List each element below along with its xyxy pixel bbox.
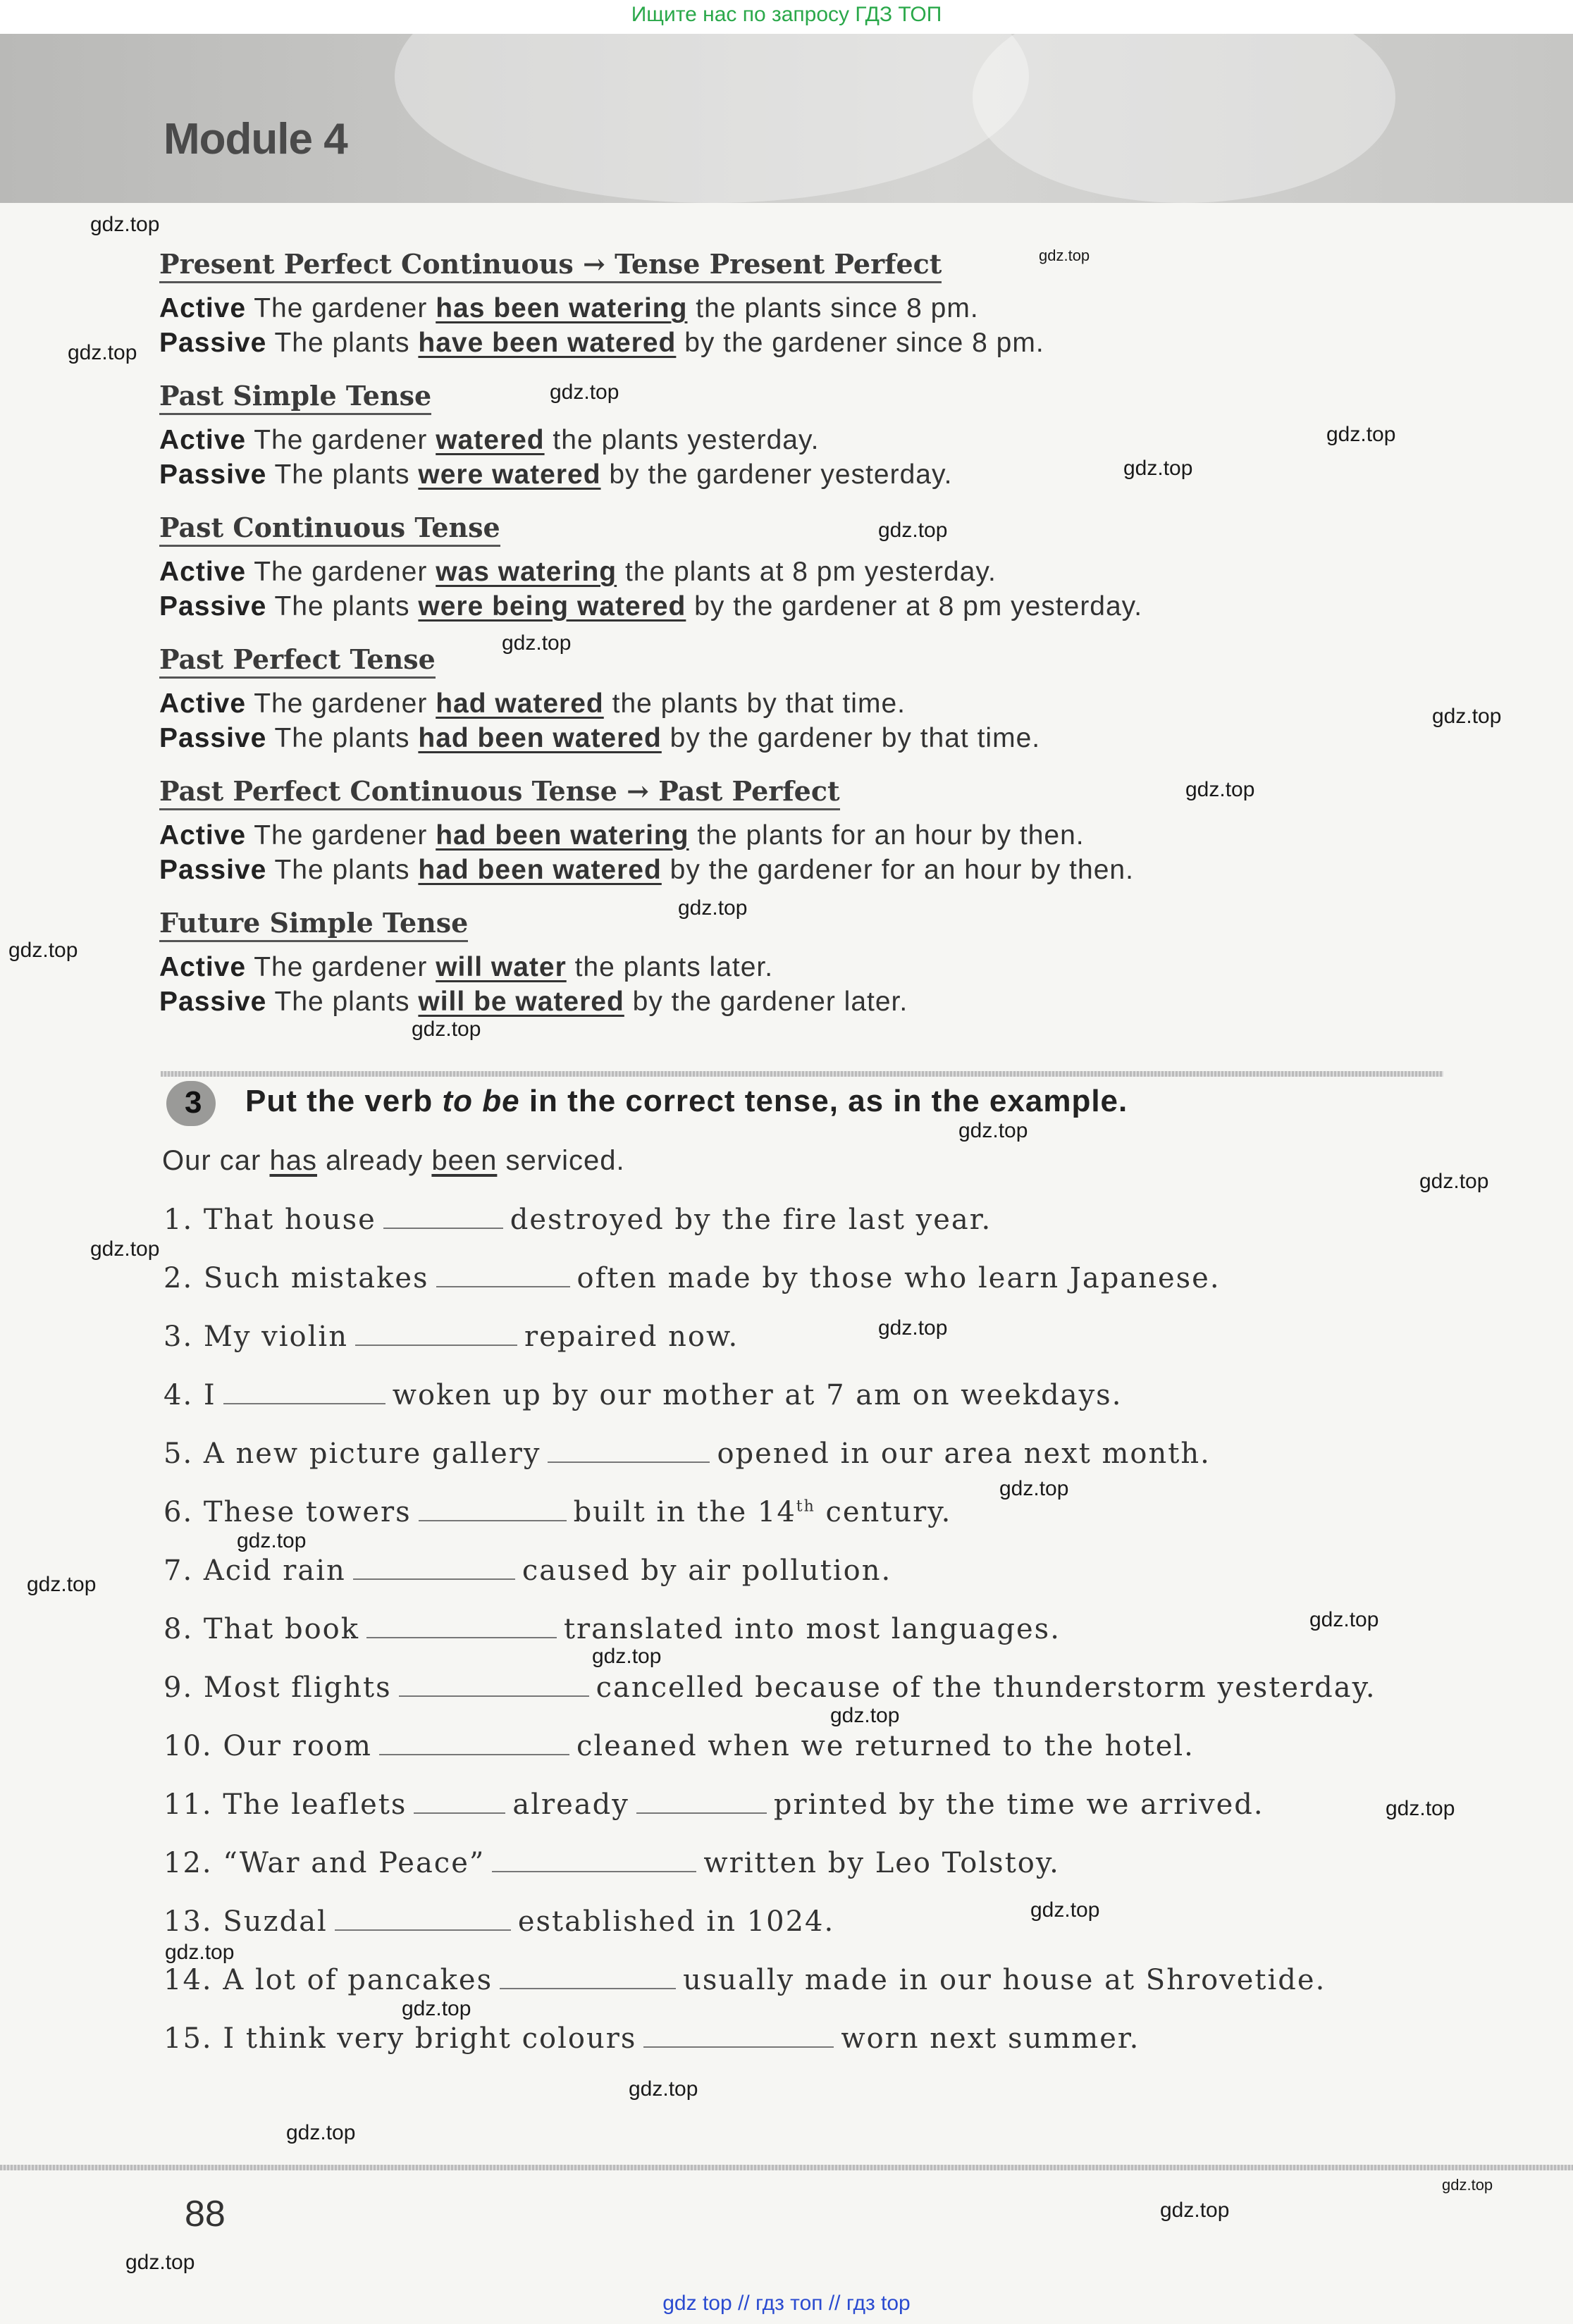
exercise-item: 13. Suzdal established in 1024. [164,1905,835,1938]
answer-blank[interactable] [335,1908,511,1931]
exercise-item: 11. The leaflets already printed by the time we arrived. [164,1788,1264,1821]
answer-blank[interactable] [399,1674,589,1697]
task-number-badge: 3 [166,1081,216,1126]
top-banner-link[interactable]: Ищите нас по запросу ГДЗ ТОП [631,3,942,26]
section-heading: Future Simple Tense [159,907,468,942]
passive-example: Passive The plants had been watered by the gardener for an hour by then. [159,855,1134,885]
section-heading: Past Continuous Tense [159,512,500,547]
watermark: gdz.top [8,939,78,962]
footer-divider [0,2165,1573,2170]
task-divider [161,1071,1443,1077]
watermark: gdz.top [1185,778,1255,801]
watermark: gdz.top [999,1477,1069,1500]
watermark: gdz.top [1309,1608,1379,1631]
exercise-item: 15. I think very bright colours worn next summer. [164,2022,1140,2055]
active-example: Active The gardener had been watering the plants for an hour by then. [159,820,1085,851]
watermark: gdz.top [592,1645,662,1668]
watermark: gdz.top [1326,423,1396,446]
watermark: gdz.top [550,381,619,404]
passive-example: Passive The plants had been watered by the gardener by that time. [159,723,1041,753]
active-example: Active The gardener was watering the plants at 8 pm yesterday. [159,557,997,587]
watermark: gdz.top [1386,1797,1455,1820]
exercise-item: 14. A lot of pancakes usually made in our house at Shrovetide. [164,1964,1326,1996]
watermark: gdz.top [678,896,748,920]
watermark: gdz.top [1419,1170,1489,1193]
watermark: gdz.top [402,1997,471,2020]
exercise-item: 12. “War and Peace” written by Leo Tolstoy. [164,1847,1060,1879]
section-heading: Past Simple Tense [159,380,431,415]
answer-blank[interactable] [383,1206,503,1229]
section-heading: Past Perfect Continuous Tense → Past Perfect [159,775,840,810]
section-heading: Present Perfect Continuous → Tense Present Perfect [159,248,942,283]
watermark: gdz.top [27,1573,97,1596]
exercise-item: 2. Such mistakes often made by those who learn Japanese. [164,1262,1221,1294]
answer-blank[interactable] [379,1733,569,1755]
watermark: gdz.top [502,631,572,655]
exercise-item: 10. Our room cleaned when we returned to the hotel. [164,1730,1195,1762]
watermark: gdz.top [1442,2176,1493,2194]
watermark: gdz.top [1160,2199,1230,2222]
exercise-item: 1. That house destroyed by the fire last year. [164,1204,992,1236]
watermark: gdz.top [1123,457,1193,480]
active-example: Active The gardener has been watering the plants since 8 pm. [159,293,979,323]
answer-blank[interactable] [355,1323,517,1346]
module-title: Module 4 [164,115,347,163]
watermark: gdz.top [1039,247,1090,264]
header-decoration [973,34,1395,203]
section-heading: Past Perfect Tense [159,643,436,679]
passive-example: Passive The plants will be watered by the gardener later. [159,987,908,1017]
answer-blank[interactable] [492,1850,696,1872]
task-example: Our car has already been serviced. [162,1145,625,1176]
passive-example: Passive The plants were watered by the gardener yesterday. [159,459,953,490]
watermark: gdz.top [412,1018,481,1041]
passive-example: Passive The plants have been watered by the gardener since 8 pm. [159,328,1044,358]
active-example: Active The gardener watered the plants yesterday. [159,425,820,455]
header-decoration [395,34,1029,203]
task-instruction: Put the verb to be in the correct tense, as in the example. [245,1084,1128,1118]
watermark: gdz.top [90,1237,160,1261]
watermark: gdz.top [68,341,137,364]
watermark: gdz.top [830,1704,900,1727]
passive-example: Passive The plants were being watered by the gardener at 8 pm yesterday. [159,591,1143,622]
exercise-item: 9. Most flights cancelled because of the thunderstorm yesterday. [164,1671,1376,1704]
exercise-item: 3. My violin repaired now. [164,1321,739,1353]
watermark: gdz.top [165,1941,235,1964]
answer-blank[interactable] [419,1499,567,1521]
answer-blank[interactable] [436,1265,570,1287]
exercise-item: 4. I woken up by our mother at 7 am on weekdays. [164,1379,1123,1411]
exercise-item: 7. Acid rain caused by air pollution. [164,1555,892,1587]
answer-blank[interactable] [548,1440,710,1463]
bottom-links[interactable]: gdz top // гдз топ // гдз top [662,2292,911,2315]
watermark: gdz.top [1432,705,1502,728]
exercise-item: 8. That book translated into most languages. [164,1613,1061,1645]
watermark: gdz.top [958,1119,1028,1142]
active-example: Active The gardener will water the plants later. [159,952,774,982]
answer-blank[interactable] [366,1616,557,1638]
exercise-item: 6. These towers built in the 14th century. [164,1496,952,1528]
answer-blank[interactable] [223,1382,385,1404]
answer-blank[interactable] [643,2025,834,2048]
page-number: 88 [185,2194,226,2235]
watermark: gdz.top [1030,1898,1100,1922]
watermark: gdz.top [286,2121,356,2144]
answer-blank[interactable] [414,1791,505,1814]
watermark: gdz.top [878,1316,948,1340]
watermark: gdz.top [125,2251,195,2274]
watermark: gdz.top [878,519,948,542]
watermark: gdz.top [90,213,160,236]
watermark: gdz.top [629,2077,698,2101]
answer-blank[interactable] [500,1967,676,1989]
exercise-item: 5. A new picture gallery opened in our area next month. [164,1438,1211,1470]
answer-blank[interactable] [636,1791,767,1814]
answer-blank[interactable] [353,1557,515,1580]
watermark: gdz.top [237,1529,307,1552]
active-example: Active The gardener had watered the plants by that time. [159,688,906,719]
